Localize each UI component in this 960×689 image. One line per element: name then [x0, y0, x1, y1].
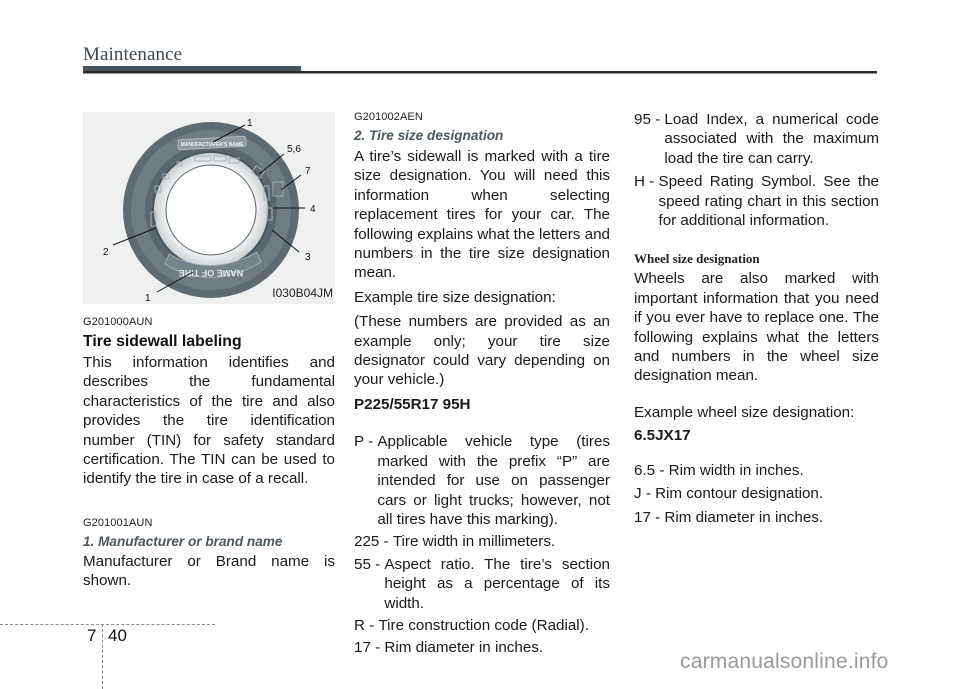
designation-list	[354, 432, 610, 657]
list-item: 225 - Tire width in millimeters.	[354, 533, 556, 551]
column-1	[83, 316, 335, 591]
svg-text:NAME OF TIRE: NAME OF TIRE	[178, 268, 244, 278]
section-heading: Tire sidewall labeling	[83, 333, 242, 350]
svg-text:MANUFACTURER'S NAME: MANUFACTURER'S NAME	[180, 142, 244, 148]
svg-text:7: 7	[305, 166, 311, 177]
watermark: carmanualsonline.info	[680, 650, 889, 673]
list-line: 17 - Rim diameter in inches.	[634, 508, 824, 526]
page-header-title: Maintenance	[83, 44, 183, 65]
section-code: G201000AUN	[83, 316, 153, 328]
svg-text:3: 3	[305, 252, 311, 263]
list-item: P - Applicable vehicle type (tires marked with the prefix “P” are intended for use on passenger cars or light trucks; however, not all tires have this marking).	[354, 433, 610, 528]
example-designation: P225/55R17 95H	[354, 395, 471, 413]
list-item: 55 - Aspect ratio. The tire’s section height as a percentage of its width.	[354, 555, 610, 612]
list-item: 17 - Rim diameter in inches.	[354, 639, 544, 657]
section-heading: Wheel size designation	[634, 251, 760, 267]
paragraph: Wheels are also marked with important information that you need if you ever have to replace one. The following explains what the letters and numbers in the wheel size designation mean.	[634, 270, 879, 385]
paragraph: A tire’s sidewall is marked with a tire size designation. You will need this information when selecting replacement tires for your car. The following explains what the letters and numbers in the tire size designation mean.	[354, 148, 610, 282]
paragraph: Example tire size designation:	[354, 288, 556, 306]
paragraph: Example wheel size designation:	[634, 403, 855, 421]
paragraph: Manufacturer or Brand name is shown.	[83, 552, 335, 590]
svg-text:1: 1	[145, 293, 151, 304]
column-2	[354, 111, 610, 658]
svg-text:2: 2	[103, 247, 109, 258]
footer-vertical-divider	[102, 624, 103, 689]
tire-sidewall-figure	[83, 112, 335, 304]
example-designation: 6.5JX17	[634, 427, 691, 445]
chapter-number: 7	[87, 626, 97, 645]
section-code: G201001AUN	[83, 516, 153, 529]
footer-divider	[0, 624, 215, 625]
tire-diagram-icon	[83, 112, 335, 304]
svg-text:5,6: 5,6	[287, 144, 301, 155]
paragraph: (These numbers are provided as an example only; your tire size designator could vary depending on your vehicle.)	[354, 313, 610, 389]
list-line: 6.5 - Rim width in inches.	[634, 461, 804, 479]
list-item: H - Speed Rating Symbol. See the speed rating chart in this section for additional information.	[634, 173, 879, 230]
subsection-heading: 1. Manufacturer or brand name	[83, 533, 283, 549]
paragraph: This information identifies and describes the fundamental characteristics of the tire and also provides the tire identification number (TIN) for safety standard certification. The TIN can be used to identify the tire in case of a recall.	[83, 354, 335, 488]
list-item: R - Tire construction code (Radial).	[354, 616, 589, 634]
svg-text:4: 4	[310, 204, 316, 215]
list-item: 95 - Load Index, a numerical code associated with the maximum load the tire can carry.	[634, 111, 879, 167]
page-number: 40	[108, 626, 127, 645]
subsection-heading: 2. Tire size designation	[354, 128, 504, 143]
column-3	[634, 110, 879, 527]
section-code: G201002AEN	[354, 111, 423, 123]
header-divider	[83, 71, 877, 74]
svg-text:1: 1	[247, 118, 253, 129]
list-line: J - Rim contour designation.	[634, 485, 824, 503]
figure-code: I030B04JM	[272, 286, 333, 300]
